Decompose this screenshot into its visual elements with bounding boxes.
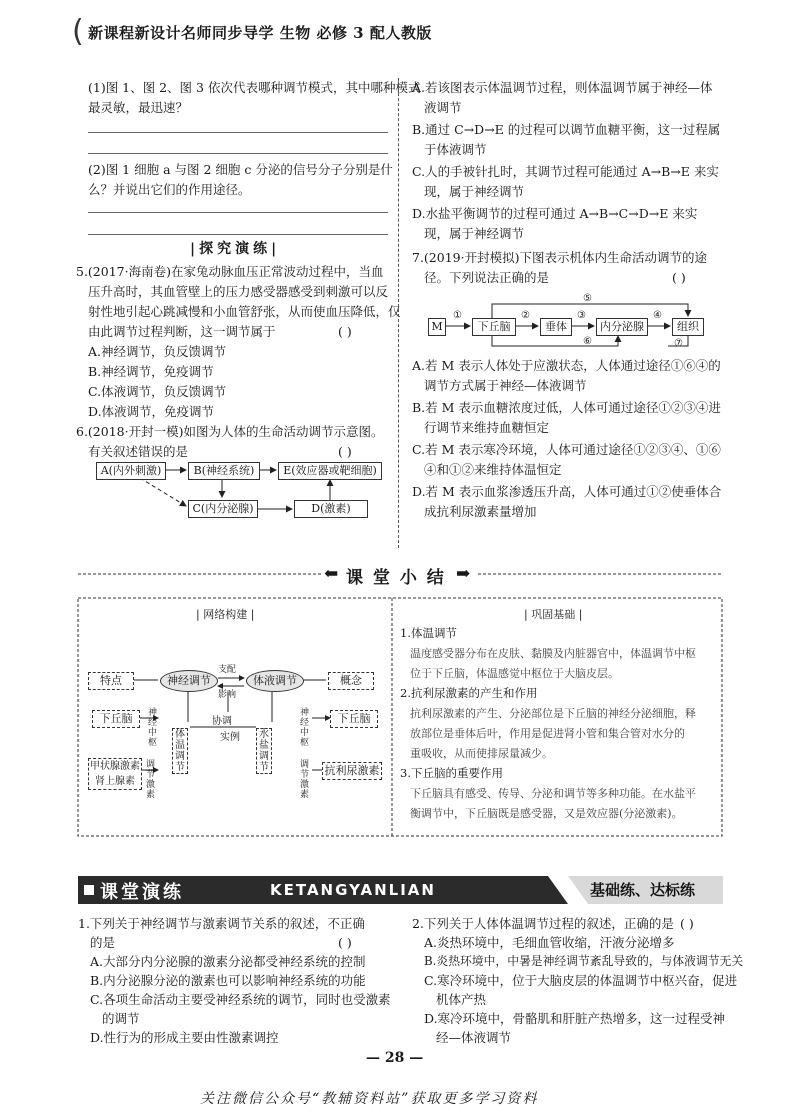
map-label-example: 实例 xyxy=(220,732,240,743)
p1-option-c-line1: C.各项生命活动主要受神经系统的调节，同时也受激素 xyxy=(90,992,391,1007)
p2-option-c-line2: 机体产热 xyxy=(436,992,487,1007)
q6-option-d-line2: 现，属于神经调节 xyxy=(424,226,525,241)
point-3-head: 3.下丘脑的重要作用 xyxy=(400,766,503,780)
p2-answer-paren[interactable]: ( ) xyxy=(680,916,694,931)
p1-option-a: A.大部分内分泌腺的激素分泌都受神经系统的控制 xyxy=(90,954,366,969)
map-hypothalamus-right: 下丘脑 xyxy=(330,710,378,728)
q7-box-pituitary: 垂体 xyxy=(540,318,572,336)
q6-option-d-line1: D.水盐平衡调节的过程可通过 A→B→C→D→E 来实 xyxy=(412,206,698,221)
footer-note: 关注微信公众号“教辅资料站”获取更多学习资料 xyxy=(200,1091,539,1107)
q6-option-b-line2: 于体液调节 xyxy=(424,142,487,157)
q-part2-line1: (2)图 1 细胞 a 与图 2 细胞 c 分泌的信号分子分别是什 xyxy=(88,162,393,177)
q7-answer-paren[interactable]: ( ) xyxy=(672,270,686,285)
arrow-right-icon: ➡ xyxy=(456,564,471,584)
q7-box-m: M xyxy=(428,318,446,336)
q7-box-gland: 内分泌腺 xyxy=(596,318,648,336)
point-2-head: 2.抗利尿激素的产生和作用 xyxy=(400,686,538,700)
map-thermoregulation: 体温调节 xyxy=(172,728,188,774)
q5-answer-paren[interactable]: ( ) xyxy=(338,324,352,339)
explore-title: |探究演练| xyxy=(190,241,281,257)
map-hypothalamus-left: 下丘脑 xyxy=(92,710,140,728)
q6-option-c-line2: 现，属于神经调节 xyxy=(424,184,525,199)
q7-option-d-line2: 成抗利尿激素量增加 xyxy=(424,504,537,519)
q7-label-1: ① xyxy=(453,310,462,321)
q6-box-e: E(效应器或靶细胞) xyxy=(278,462,382,480)
map-concept: 概念 xyxy=(328,672,374,690)
practice-pinyin: KETANGYANLIAN xyxy=(270,881,436,899)
point-3-line2: 衡调节中，下丘脑既是感受器，又是效应器(分泌激素)。 xyxy=(410,807,683,820)
map-center-right: 神经中枢 xyxy=(300,708,310,748)
q7-label-4: ④ xyxy=(653,310,662,321)
q7-option-c-line2: ④和①②来维持体温恒定 xyxy=(424,462,562,477)
point-2-line2: 放部位是垂体后叶，作用是促进肾小管和集合管对水分的 xyxy=(410,727,685,740)
q7-option-a-line2: 调节方式属于神经—体液调节 xyxy=(424,378,587,393)
map-adh: 抗利尿激素 xyxy=(322,762,382,780)
q6-box-d: D(激素) xyxy=(294,500,368,518)
q7-box-tissue: 组织 xyxy=(672,318,704,336)
point-1-line2: 位于下丘脑，体温感觉中枢位于大脑皮层。 xyxy=(410,667,619,680)
q7-label-7: ⑦ xyxy=(674,338,683,349)
q7-box-hypothalamus: 下丘脑 xyxy=(472,318,516,336)
map-center-left: 神经中枢 xyxy=(148,708,158,748)
q6-answer-paren[interactable]: ( ) xyxy=(338,444,352,459)
map-label-coordinate: 协调 xyxy=(212,716,232,727)
q5-line1: 5.(2017·海南卷)在家兔动脉血压正常波动过程中，当血 xyxy=(76,264,384,279)
q-part1-line1: (1)图 1、图 2、图 3 依次代表哪种调节模式，其中哪种模式 xyxy=(88,80,421,95)
q5-option-c: C.体液调节，负反馈调节 xyxy=(88,384,227,399)
q7-line2: 径。下列说法正确的是 xyxy=(424,270,550,285)
q5-line3: 射性地引起心跳减慢和小血管舒张，从而使血压降低，仅 xyxy=(88,304,401,319)
q6-line1: 6.(2018·开封一模)如图为人体的生命活动调节示意图。 xyxy=(76,424,384,439)
q6-box-a: A(内外刺激) xyxy=(96,462,166,480)
p2-option-d-line2: 经—体液调节 xyxy=(436,1030,512,1045)
point-2-line1: 抗利尿激素的产生、分泌部位是下丘脑的神经分泌细胞，释 xyxy=(410,707,696,720)
q5-option-a: A.神经调节，负反馈调节 xyxy=(88,344,227,359)
q6-option-a-line1: A.若该图表示体温调节过程，则体温调节属于神经—体 xyxy=(412,80,713,95)
p1-answer-paren[interactable]: ( ) xyxy=(338,935,352,950)
q6-option-c-line1: C.人的手被针扎时，其调节过程可能通过 A→B→E 来实 xyxy=(412,164,719,179)
q7-option-c-line1: C.若 M 表示寒冷环境，人体可通过途径①②③④、①⑥ xyxy=(412,442,721,457)
q6-option-a-line2: 液调节 xyxy=(424,100,462,115)
q7-label-2: ② xyxy=(521,310,530,321)
concept-map-label: | 网络构建 | xyxy=(196,608,255,621)
p1-option-b: B.内分泌腺分泌的激素也可以影响神经系统的功能 xyxy=(90,973,366,988)
p2-option-d-line1: D.寒冷环境中，骨骼肌和肝脏产热增多，这一过程受神 xyxy=(424,1011,726,1026)
q7-label-3: ③ xyxy=(577,310,586,321)
q6-option-b-line1: B.通过 C→D→E 的过程可以调节血糖平衡，这一过程属 xyxy=(412,122,721,137)
map-thyroid-adrenaline: 甲状腺激素 肾上腺素 xyxy=(88,758,142,790)
q5-option-b: B.神经调节，免疫调节 xyxy=(88,364,214,379)
q-part1-line2: 最灵敏，最迅速？ xyxy=(88,100,189,115)
map-regulate-right: 调节激素 xyxy=(300,760,310,800)
q6-line2: 有关叙述错误的是 xyxy=(88,444,189,459)
p2-option-b: B.炎热环境中，中暑是神经调节紊乱导致的，与体液调节无关 xyxy=(424,954,744,968)
map-label-influence: 影响 xyxy=(218,690,237,700)
point-1-line1: 温度感受器分布在皮肤、黏膜及内脏器官中，体温调节中枢 xyxy=(410,647,696,660)
q6-box-c: C(内分泌腺) xyxy=(188,500,258,518)
summary-title: 课 堂 小 结 xyxy=(346,568,446,588)
q7-label-5: ⑤ xyxy=(583,293,592,304)
point-3-line1: 下丘脑具有感受、传导、分泌和调节等多种功能。在水盐平 xyxy=(410,787,696,800)
p1-option-c-line2: 的调节 xyxy=(102,1011,140,1026)
q7-line1: 7.(2019·开封模拟)下图表示机体内生命活动调节的途 xyxy=(412,250,707,265)
q7-option-b-line1: B.若 M 表示血糖浓度过低，人体可通过途径①②③④进 xyxy=(412,400,721,415)
p1-line1: 1.下列关于神经调节与激素调节关系的叙述，不正确 xyxy=(78,916,365,931)
p1-option-d: D.性行为的形成主要由性激素调控 xyxy=(90,1030,279,1045)
map-label-dominate: 支配 xyxy=(218,665,237,675)
consolidate-label: | 巩固基础 | xyxy=(524,608,583,621)
practice-title: 课堂演练 xyxy=(100,882,184,903)
map-humoral-regulation: 体液调节 xyxy=(246,670,304,692)
p2-line1: 2.下列关于人体体温调节过程的叙述，正确的是 xyxy=(412,916,674,931)
p1-line2: 的是 xyxy=(90,935,116,950)
practice-level: 基础练、达标练 xyxy=(590,881,696,899)
q5-option-d: D.体液调节，免疫调节 xyxy=(88,404,215,419)
header-brace-icon: ( xyxy=(72,14,84,49)
map-regulate-left: 调节激素 xyxy=(146,760,156,800)
map-water-salt: 水盐调节 xyxy=(256,728,272,774)
map-characteristics: 特点 xyxy=(88,672,134,690)
q7-option-b-line2: 行调节来维持血糖恒定 xyxy=(424,420,550,435)
p2-option-a: A.炎热环境中，毛细血管收缩，汗液分泌增多 xyxy=(424,935,675,950)
q6-box-b: B(神经系统) xyxy=(188,462,260,480)
arrow-left-icon: ⬅ xyxy=(324,564,339,584)
q7-option-a-line1: A.若 M 表示人体处于应激状态，人体通过途径①⑥④的 xyxy=(412,358,721,373)
point-1-head: 1.体温调节 xyxy=(400,626,457,640)
map-neural-regulation: 神经调节 xyxy=(160,670,218,692)
q-part2-line2: 么？并说出它们的作用途径。 xyxy=(88,182,251,197)
q7-label-6: ⑥ xyxy=(583,336,592,347)
page-header: 新课程新设计名师同步导学 生物 必修 3 配人教版 xyxy=(88,24,432,42)
q5-line4: 由此调节过程判断，这一调节属于 xyxy=(88,324,276,339)
point-2-line3: 重吸收，从而使排尿量减少。 xyxy=(410,747,553,760)
q5-line2: 压升高时，其血管壁上的压力感受器感受到刺激可以反 xyxy=(88,284,389,299)
p2-option-c-line1: C.寒冷环境中，位于大脑皮层的体温调节中枢兴奋，促进 xyxy=(424,973,738,988)
page-number: — 28 — xyxy=(366,1050,424,1066)
q7-option-d-line1: D.若 M 表示血浆渗透压升高，人体可通过①②使垂体合 xyxy=(412,484,722,499)
